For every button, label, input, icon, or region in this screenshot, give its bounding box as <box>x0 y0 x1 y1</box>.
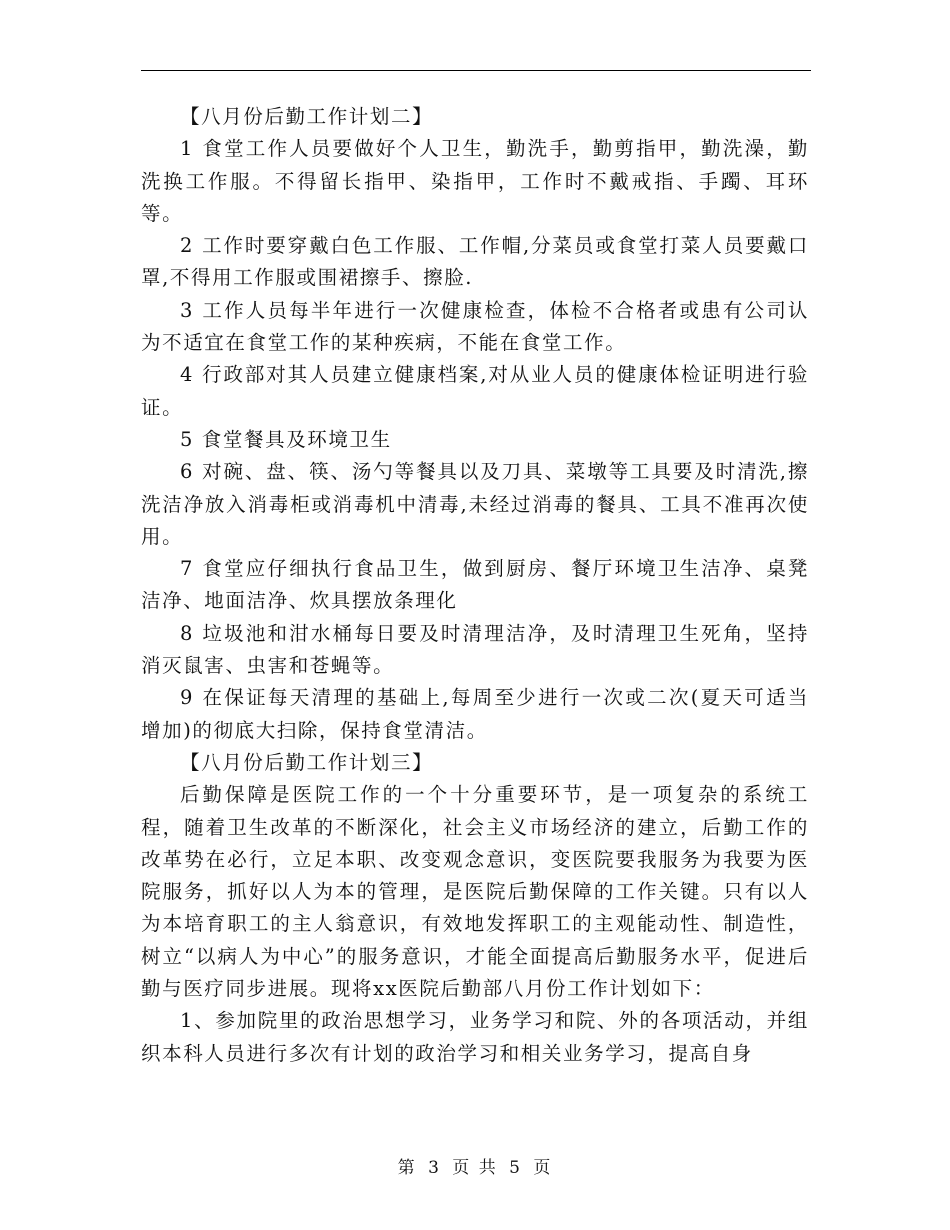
paragraph: 9 在保证每天清理的基础上,每周至少进行一次或二次(夏天可适当增加)的彻底大扫除，保持食堂清洁。 <box>141 686 809 742</box>
paragraph: 1、参加院里的政治思想学习，业务学习和院、外的各项活动，并组织本科人员进行多次有计划的政治学习和相关业务学习，提高自身 <box>141 1009 809 1065</box>
paragraph: 6 对碗、盘、筷、汤勺等餐具以及刀具、菜墩等工具要及时清洗,擦洗洁净放入消毒柜或消毒机中清毒,未经过消毒的餐具、工具不准再次使用。 <box>141 460 809 548</box>
paragraph: 3 工作人员每半年进行一次健康检查，体检不合格者或患有公司认为不适宜在食堂工作的某种疾病，不能在食堂工作。 <box>141 298 809 355</box>
footer-suffix: 页 <box>533 1158 553 1178</box>
paragraph: 5 食堂餐具及环境卫生 <box>180 427 392 451</box>
paragraph: 4 行政部对其人员建立健康档案,对从业人员的健康体检证明进行验证。 <box>141 363 809 419</box>
section-heading: 【八月份后勤工作计划三】 <box>180 750 434 774</box>
paragraph: 7 食堂应仔细执行食品卫生，做到厨房、餐厅环境卫生洁净、桌凳洁净、地面洁净、炊具摆放条理化 <box>141 557 809 613</box>
footer-current-page: 3 <box>428 1158 441 1178</box>
document-body <box>141 101 809 1070</box>
footer-total-pages: 5 <box>509 1158 522 1178</box>
footer-mid: 页 共 <box>452 1158 498 1178</box>
paragraph: 1 食堂工作人员要做好个人卫生，勤洗手，勤剪指甲，勤洗澡，勤洗换工作服。不得留长指甲、染指甲，工作时不戴戒指、手躅、耳环等。 <box>141 137 809 225</box>
paragraph: 后勤保障是医院工作的一个十分重要环节，是一项复杂的系统工程，随着卫生改革的不断深化，社会主义市场经济的建立，后勤工作的改革势在必行，立足本职、改变观念意识，变医院要我服务为我要为医院服务，抓好以人为本的管理，是医院后勤保障的工作关键。只有以人为本培育职工的主人翁意识，有效地发挥职工的主观能动性、制造性，树立“以病人为中心”的服务意识，才能全面提高后勤服务水平，促进后勤与医疗同步进展。现将xx医院后勤部八月份工作计划如下： <box>141 783 809 1001</box>
section-heading: 【八月份后勤工作计划二】 <box>180 105 434 128</box>
header-rule <box>141 70 811 71</box>
paragraph: 2 工作时要穿戴白色工作服、工作帽,分菜员或食堂打菜人员要戴口罩,不得用工作服或围裙擦手、擦脸. <box>141 234 809 290</box>
footer-prefix: 第 <box>397 1158 417 1178</box>
paragraph: 8 垃圾池和泔水桶每日要及时清理洁净，及时清理卫生死角，坚持消灭鼠害、虫害和苍蝇等。 <box>141 621 809 678</box>
page-footer <box>0 1153 950 1178</box>
